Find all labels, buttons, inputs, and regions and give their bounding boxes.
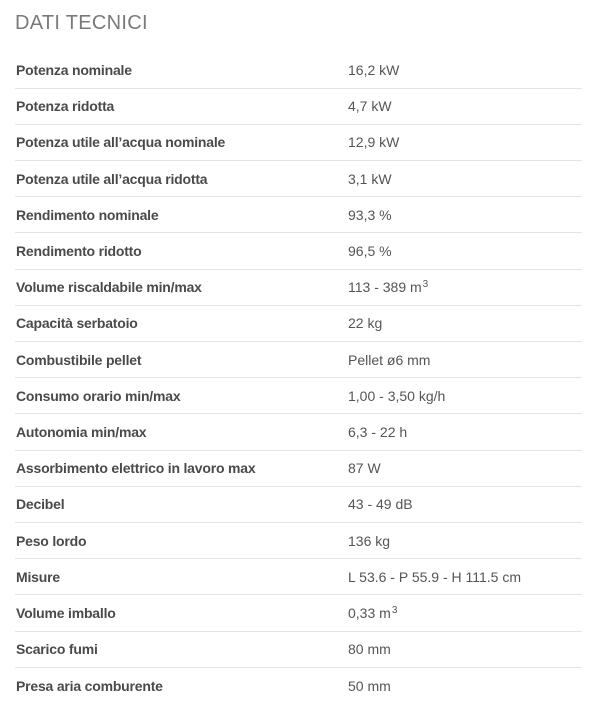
spec-value: 93,3 % xyxy=(347,197,582,233)
specs-table xyxy=(15,52,582,703)
spec-value-exponent: 3 xyxy=(422,279,429,291)
spec-label: Combustibile pellet xyxy=(15,342,347,378)
spec-label: Presa aria comburente xyxy=(15,667,347,703)
spec-row xyxy=(15,522,582,558)
spec-value-text: 0,33 m xyxy=(348,604,391,621)
spec-label: Potenza nominale xyxy=(16,61,132,78)
spec-row xyxy=(15,88,582,124)
spec-value: 87 W xyxy=(347,450,582,486)
spec-value: 12,9 kW xyxy=(347,124,582,160)
spec-value: 43 - 49 dB xyxy=(347,486,582,522)
spec-label: Volume riscaldabile min/max xyxy=(15,269,347,305)
spec-label: Peso lordo xyxy=(15,522,347,558)
spec-value-exponent: 3 xyxy=(391,604,398,616)
spec-label: Capacità serbatoio xyxy=(15,305,347,341)
spec-value: 3,1 kW xyxy=(347,161,582,197)
spec-value: 50 mm xyxy=(347,667,582,703)
spec-row xyxy=(15,667,582,703)
spec-value: Pellet ø6 mm xyxy=(347,342,582,378)
spec-label: Misure xyxy=(15,559,347,595)
spec-label: Rendimento nominale xyxy=(15,197,347,233)
spec-value: 16,2 kW xyxy=(348,61,400,78)
spec-row xyxy=(15,595,582,631)
spec-row xyxy=(15,631,582,667)
spec-row xyxy=(15,486,582,522)
spec-label: Assorbimento elettrico in lavoro max xyxy=(15,450,347,486)
spec-value-with-exponent xyxy=(347,269,582,305)
spec-label: Consumo orario min/max xyxy=(15,378,347,414)
spec-row xyxy=(15,559,582,595)
spec-value: L 53.6 - P 55.9 - H 111.5 cm xyxy=(347,559,582,595)
spec-label: Potenza ridotta xyxy=(15,88,347,124)
spec-row xyxy=(15,342,582,378)
spec-row xyxy=(15,450,582,486)
spec-row xyxy=(15,378,582,414)
spec-row xyxy=(15,124,582,160)
spec-value: 6,3 - 22 h xyxy=(347,414,582,450)
spec-value: 80 mm xyxy=(347,631,582,667)
spec-value: 96,5 % xyxy=(347,233,582,269)
spec-label: Potenza utile all’acqua nominale xyxy=(15,124,347,160)
section-title: DATI TECNICI xyxy=(15,12,148,34)
spec-row xyxy=(15,161,582,197)
spec-value: 4,7 kW xyxy=(347,88,582,124)
spec-row xyxy=(15,52,582,88)
spec-value: 1,00 - 3,50 kg/h xyxy=(347,378,582,414)
spec-row xyxy=(15,269,582,305)
spec-label: Potenza utile all’acqua ridotta xyxy=(15,161,347,197)
specs-table-body xyxy=(15,52,582,703)
spec-value: 136 kg xyxy=(347,522,582,558)
spec-row xyxy=(15,414,582,450)
spec-label: Rendimento ridotto xyxy=(15,233,347,269)
spec-value-text: 113 - 389 m xyxy=(348,279,422,296)
spec-label: Scarico fumi xyxy=(15,631,347,667)
spec-value: 22 kg xyxy=(347,305,582,341)
spec-row xyxy=(15,305,582,341)
spec-row xyxy=(15,197,582,233)
spec-label: Autonomia min/max xyxy=(15,414,347,450)
spec-value-with-exponent xyxy=(347,595,582,631)
spec-row xyxy=(15,233,582,269)
spec-label: Volume imballo xyxy=(15,595,347,631)
spec-label: Decibel xyxy=(15,486,347,522)
